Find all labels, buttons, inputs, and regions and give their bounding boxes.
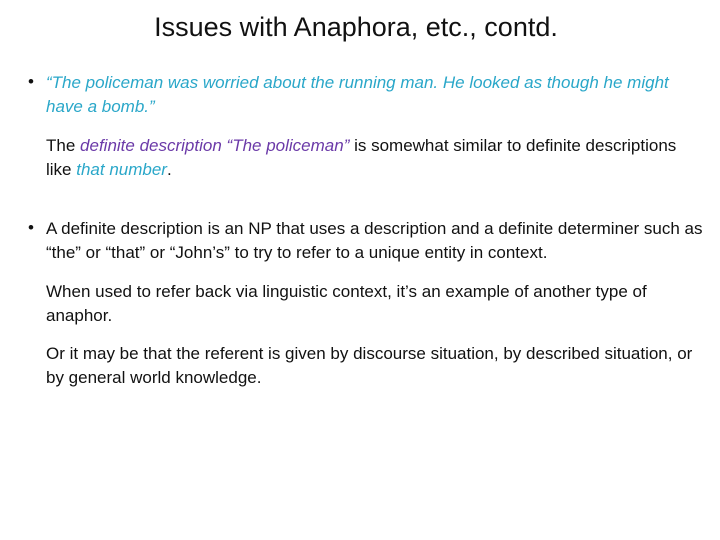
para1-part2: is somewhat similar to definite descriptions like [46,136,677,179]
para1-part1: The [46,136,81,155]
term-definite-description: definite description [80,136,222,155]
paragraph-referent: Or it may be that the referent is given by discourse situation, by described situation, or by general world knowledge. [46,344,693,387]
paragraph-definite-description [46,134,706,182]
slide-title: Issues with Anaphora, etc., contd. [154,12,558,42]
bullet-dot-2: • [28,218,34,237]
paragraph-anaphor: When used to refer back via linguistic context, it’s an example of another type of anaphor. [46,282,647,325]
para1-end: . [166,160,172,179]
example-that-number: that number [76,160,167,179]
bullet-dot-1: • [28,72,34,91]
bullet-2-text: A definite description is an NP that uses a description and a definite determiner such as “the” or “that” or “John’s” to try to refer to a unique entity in context. [46,219,703,262]
example-the-policeman: “The policeman” [226,136,350,155]
bullet-1-quote: “The policeman was worried about the running man. He looked as though he might have a bomb.” [46,73,669,116]
